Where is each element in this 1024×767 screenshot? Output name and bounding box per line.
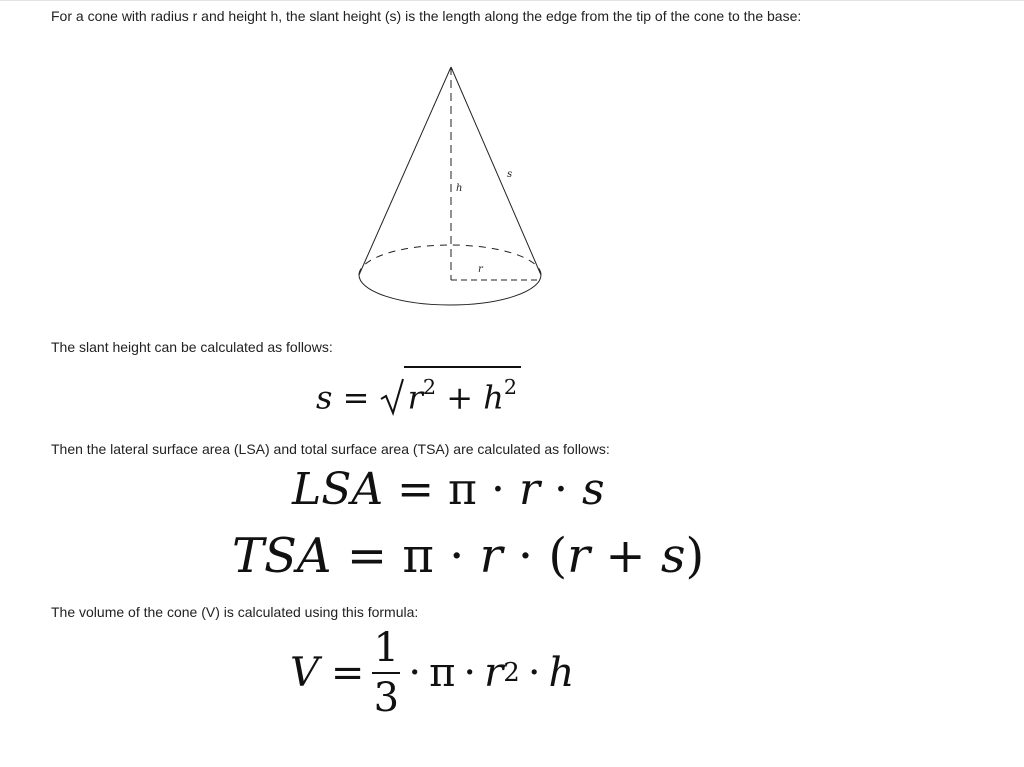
- label-h: h: [456, 183, 463, 194]
- cone-right-edge: [451, 67, 541, 275]
- lsa-equation: LSA = π · r · s: [292, 464, 605, 515]
- label-r: r: [478, 264, 483, 275]
- cone-left-edge: [359, 67, 451, 275]
- volume-intro: The volume of the cone (V) is calculated using this formula:: [51, 604, 419, 620]
- one-third-fraction: $\frac{1}{3}$: [373, 625, 400, 721]
- volume-equation: V = $\frac{1}{3}$ · π · r 2 · h: [290, 625, 575, 721]
- radicand: $r^2 + h^2$: [404, 366, 522, 417]
- eq-var-s: s: [316, 378, 333, 417]
- square-root: [380, 366, 522, 417]
- label-s: s: [507, 169, 513, 180]
- fraction-bar: [372, 672, 400, 674]
- eq-equals: =: [342, 378, 370, 417]
- cone-base-back-arc: [359, 245, 541, 275]
- radical-sign-icon: [380, 377, 404, 417]
- slant-height-intro: The slant height can be calculated as follows:: [51, 339, 333, 355]
- cone-base-front-arc: [359, 275, 541, 305]
- top-divider: [0, 0, 1024, 1]
- slant-height-equation: [316, 366, 521, 416]
- tsa-equation: TSA = π · r · (r + s): [232, 528, 705, 584]
- surface-area-intro: Then the lateral surface area (LSA) and total surface area (TSA) are calculated as follows:: [51, 441, 610, 457]
- intro-paragraph: For a cone with radius r and height h, the slant height (s) is the length along the edge from the tip of the cone to the base:: [51, 8, 802, 24]
- cone-diagram: [350, 62, 550, 322]
